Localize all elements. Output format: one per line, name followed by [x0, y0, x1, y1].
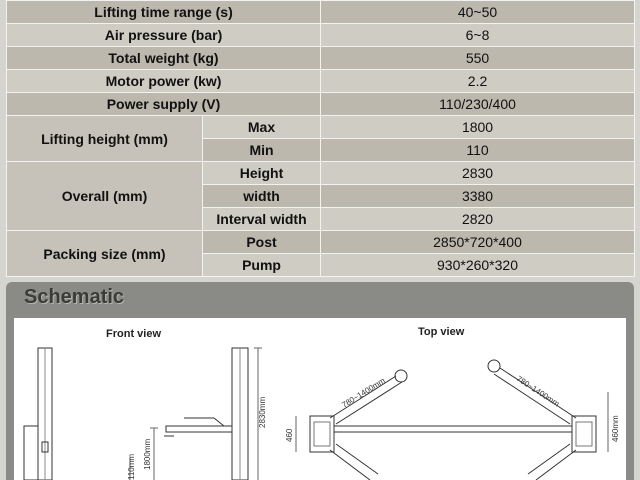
schematic-svg	[14, 318, 626, 480]
schematic-title: Schematic	[24, 286, 125, 308]
spec-group-label: Lifting height (mm)	[7, 116, 203, 162]
front-view-title: Front view	[106, 328, 162, 340]
spec-value: 110	[321, 139, 635, 162]
top-view-drawing	[296, 360, 608, 480]
spec-sublabel: Max	[203, 116, 321, 139]
front-arm	[166, 426, 232, 432]
spec-sublabel: Interval width	[203, 208, 321, 231]
spec-row-power-supply	[7, 93, 635, 116]
spec-row-packing-post	[7, 231, 635, 254]
front-pump-unit	[24, 426, 38, 480]
spec-sublabel: Min	[203, 139, 321, 162]
dim-post-460-left: 460	[285, 428, 294, 442]
dim-arm-left: 780~1400mm	[340, 376, 387, 410]
spec-sublabel: Pump	[203, 254, 321, 277]
spec-label: Air pressure (bar)	[7, 24, 321, 47]
spec-sublabel: Height	[203, 162, 321, 185]
top-view-title: Top view	[418, 326, 465, 338]
spec-value: 1800	[321, 116, 635, 139]
dim-arm-right: 780~1400mm	[514, 374, 562, 409]
spec-label: Total weight (kg)	[7, 47, 321, 70]
spec-value: 2.2	[321, 70, 635, 93]
schematic-panel	[6, 282, 634, 480]
top-left-arm-pad	[395, 370, 407, 382]
spec-value: 2850*720*400	[321, 231, 635, 254]
spec-row-overall-height	[7, 162, 635, 185]
spec-group-label: Overall (mm)	[7, 162, 203, 231]
dim-height-2830: 2830mm	[258, 396, 267, 428]
spec-value: 2830	[321, 162, 635, 185]
spec-row-total-weight	[7, 47, 635, 70]
spec-value: 2820	[321, 208, 635, 231]
spec-value: 930*260*320	[321, 254, 635, 277]
spec-sublabel: width	[203, 185, 321, 208]
spec-row-lifting-time	[7, 1, 635, 24]
spec-label: Lifting time range (s)	[7, 1, 321, 24]
spec-label: Power supply (V)	[7, 93, 321, 116]
spec-value: 3380	[321, 185, 635, 208]
spec-row-motor-power	[7, 70, 635, 93]
top-right-arm-pad	[488, 360, 500, 372]
spec-value: 40~50	[321, 1, 635, 24]
spec-value: 6~8	[321, 24, 635, 47]
spec-group-label: Packing size (mm)	[7, 231, 203, 277]
spec-row-lifting-height-max	[7, 116, 635, 139]
spec-table	[6, 0, 635, 277]
spec-sublabel: Post	[203, 231, 321, 254]
spec-label: Motor power (kw)	[7, 70, 321, 93]
schematic-drawing	[14, 318, 626, 480]
spec-value: 550	[321, 47, 635, 70]
dim-post-460-right: 460mm	[611, 415, 620, 442]
front-view-dim-labels	[127, 397, 267, 480]
dim-min-110: 110mm	[127, 453, 136, 480]
spec-value: 110/230/400	[321, 93, 635, 116]
spec-row-air-pressure	[7, 24, 635, 47]
dim-lift-1800: 1800mm	[143, 438, 152, 470]
